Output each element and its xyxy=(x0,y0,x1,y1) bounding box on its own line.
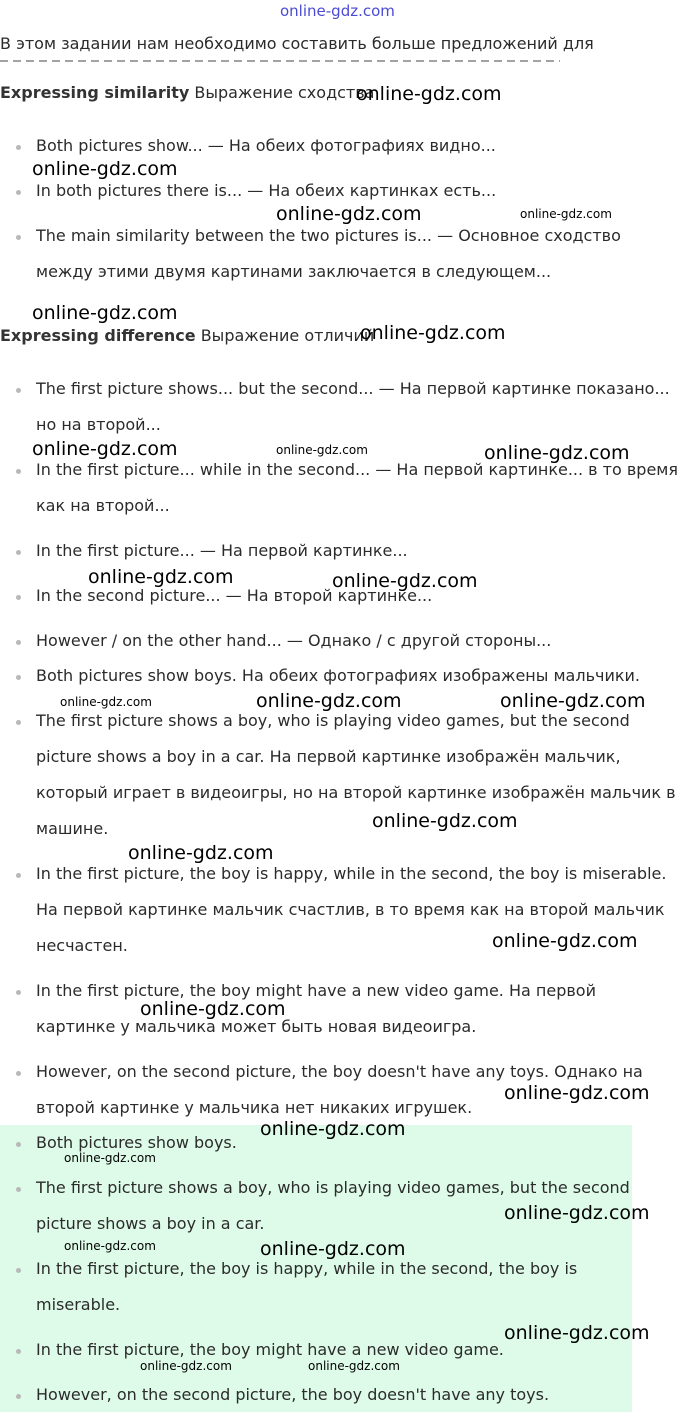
bullet xyxy=(16,640,21,645)
bullet xyxy=(16,469,21,474)
watermark: online-gdz.com xyxy=(140,998,286,1020)
list-item-example-5: However, on the second picture, the boy doesn't have any toys. Однако на второй картинке у мальчика нет никаких игрушек. xyxy=(36,1062,643,1117)
list-item-example-2: The first picture shows a boy, who is playing video games, but the second picture shows a boy in a car. На первой картинке изображён мальчик, который играет в видеоигры, но на второй картинке изображён мальчик в машине. xyxy=(36,711,676,838)
list-item-difference-3: In the first picture... — На первой картинке... xyxy=(36,541,408,560)
watermark: online-gdz.com xyxy=(260,1238,406,1260)
watermark: online-gdz.com xyxy=(520,207,612,221)
list-item-answer-3: In the first picture, the boy is happy, while in the second, the boy is miserable. xyxy=(36,1259,578,1314)
watermark: online-gdz.com xyxy=(484,442,630,464)
heading-difference-subtitle: Выражение отличий xyxy=(200,326,375,345)
heading-difference-title: Expressing difference xyxy=(0,326,196,345)
watermark-top: online-gdz.com xyxy=(280,2,395,20)
watermark: online-gdz.com xyxy=(332,570,478,592)
watermark: online-gdz.com xyxy=(60,695,152,709)
bullet xyxy=(16,873,21,878)
watermark: online-gdz.com xyxy=(64,1151,156,1165)
watermark: online-gdz.com xyxy=(276,443,368,457)
list-item-similarity-1: Both pictures show... — На обеих фотографиях видно... xyxy=(36,136,496,155)
bullet xyxy=(16,1142,21,1147)
intro-text: В этом задании нам необходимо составить больше предложений для xyxy=(0,34,594,53)
list-item-answer-5: However, on the second picture, the boy doesn't have any toys. xyxy=(36,1385,550,1404)
list-item-answer-1: Both pictures show boys. xyxy=(36,1133,237,1152)
watermark: online-gdz.com xyxy=(504,1202,650,1224)
heading-similarity-subtitle: Выражение сходства xyxy=(194,83,375,102)
watermark: online-gdz.com xyxy=(504,1322,650,1344)
bullet xyxy=(16,1349,21,1354)
list-item-answer-2: The first picture shows a boy, who is playing video games, but the second picture shows a boy in a car. xyxy=(36,1178,630,1233)
heading-similarity-title: Expressing similarity xyxy=(0,83,190,102)
watermark: online-gdz.com xyxy=(140,1359,232,1373)
watermark: online-gdz.com xyxy=(504,1082,650,1104)
list-item-answer-4: In the first picture, the boy might have a new video game. xyxy=(36,1340,504,1359)
list-item-difference-5: However / on the other hand... — Однако / с другой стороны... xyxy=(36,631,552,650)
watermark: online-gdz.com xyxy=(32,438,178,460)
watermark: online-gdz.com xyxy=(500,690,646,712)
heading-difference xyxy=(0,324,374,348)
bullet xyxy=(16,720,21,725)
list-item-example-4: In the first picture, the boy might have a new video game. На первой картинке у мальчика может быть новая видеоигра. xyxy=(36,981,596,1036)
watermark: online-gdz.com xyxy=(32,158,178,180)
bullet xyxy=(16,145,21,150)
bullet xyxy=(16,1071,21,1076)
bullet xyxy=(16,1268,21,1273)
bullet xyxy=(16,675,21,680)
bullet xyxy=(16,235,21,240)
watermark: online-gdz.com xyxy=(88,566,234,588)
bullet xyxy=(16,190,21,195)
watermark: online-gdz.com xyxy=(356,83,502,105)
bullet xyxy=(16,1394,21,1399)
bullet xyxy=(16,990,21,995)
list-item-example-1: Both pictures show boys. На обеих фотографиях изображены мальчики. xyxy=(36,666,640,685)
list-item-difference-1: The first picture shows... but the second... — На первой картинке показано... но на второй... xyxy=(36,379,670,434)
watermark: online-gdz.com xyxy=(32,302,178,324)
heading-similarity xyxy=(0,81,374,105)
watermark: online-gdz.com xyxy=(308,1359,400,1373)
list-item-difference-4: In the second picture... — На второй картинке... xyxy=(36,586,433,605)
list-item-similarity-3: The main similarity between the two pictures is... — Основное сходство между этими двумя картинами заключается в следующем... xyxy=(36,226,621,281)
watermark: online-gdz.com xyxy=(372,810,518,832)
bullet xyxy=(16,550,21,555)
list-item-difference-2: In the first picture... while in the second... — На первой картинке... в то время как на второй... xyxy=(36,460,678,515)
watermark: online-gdz.com xyxy=(128,842,274,864)
watermark: online-gdz.com xyxy=(492,930,638,952)
bullet xyxy=(16,388,21,393)
bullet xyxy=(16,1187,21,1192)
list-item-similarity-2: In both pictures there is... — На обеих картинках есть... xyxy=(36,181,497,200)
watermark: online-gdz.com xyxy=(276,203,422,225)
watermark: online-gdz.com xyxy=(64,1239,156,1253)
watermark: online-gdz.com xyxy=(260,1118,406,1140)
bullet xyxy=(16,595,21,600)
clipped-line xyxy=(0,60,560,74)
list-item-example-3: In the first picture, the boy is happy, while in the second, the boy is miserable. На первой картинке мальчик счастлив, в то время как на второй мальчик несчастен. xyxy=(36,864,667,955)
watermark: online-gdz.com xyxy=(360,322,506,344)
watermark: online-gdz.com xyxy=(256,690,402,712)
